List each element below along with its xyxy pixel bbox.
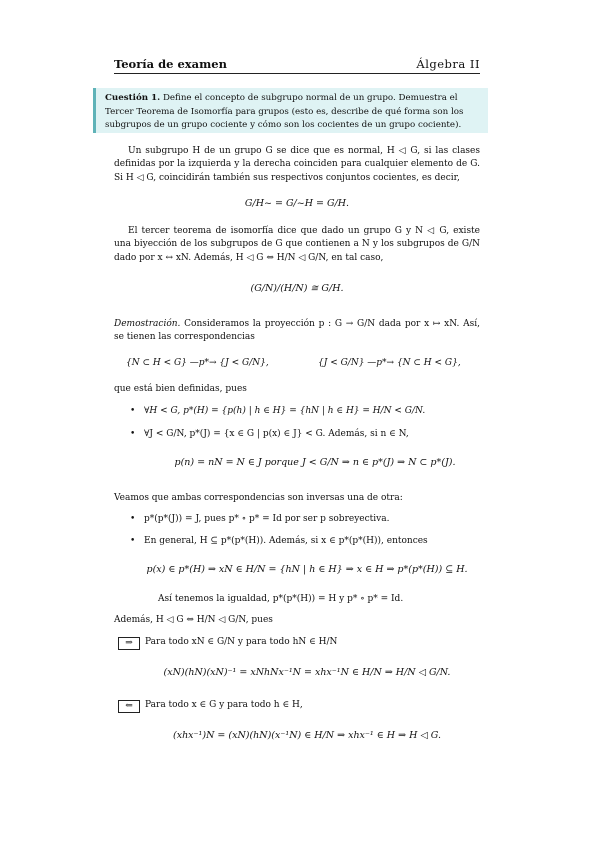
header-title: Teoría de examen (114, 57, 227, 71)
paragraph-well-defined: que está bien definidas, pues (114, 384, 247, 394)
proof-label: Demostración. (114, 319, 181, 329)
bullet-dot: • (130, 429, 136, 439)
header-subject: Álgebra II (416, 57, 480, 71)
question-label: Cuestión 1. (105, 93, 161, 103)
bullet-dot: • (130, 536, 136, 546)
bullet-backward-text: ∀J < G/N, p*(J) = {x ∈ G | p(x) ∈ J} < G. Además, si n ∈ N, (144, 429, 409, 439)
equation-conjugate-quotient: (xN)(hN)(xN)⁻¹ = xNhNx⁻¹N = xhx⁻¹N ∈ H/N ⇒ H/N ◁ G/N. (163, 667, 451, 678)
equation-n-in-preimage: p(n) = nN = N ∈ J porque J < G/N ⇒ n ∈ p*(J) ⇒ N ⊂ p*(J). (174, 457, 456, 468)
bullet-inverse-1 (130, 513, 484, 527)
bullet-forward (130, 405, 484, 419)
paragraph-theorem: El tercer teorema de isomorfía dice que dado un grupo G y N ◁ G, existe una biyección de los subgrupos de G que contienen a N y los subgrupos de G/N dado por x ↔ xN. Además, H ◁ G ⇔ H/N ◁ G/N, en tal caso, (114, 226, 480, 263)
paragraph-direction-2: Para todo x ∈ G y para todo h ∈ H, (145, 700, 303, 710)
equation-conjugate-element: (xhx⁻¹)N = (xN)(hN)(x⁻¹N) ∈ H/N ⇒ xhx⁻¹ ∈ H ⇒ H ◁ G. (173, 730, 441, 741)
paragraph-inverses: Veamos que ambas correspondencias son inversas una de otra: (114, 493, 403, 503)
paragraph-normal-equivalence: Además, H ◁ G ⇔ H/N ◁ G/N, pues (114, 615, 273, 625)
paragraph-equality: Así tenemos la igualdad, p*(p*(H)) = H y p* ∘ p* = Id. (158, 594, 404, 604)
bullet-inverse-2 (130, 535, 484, 549)
paragraph-direction-1: Para todo xN ∈ G/N y para todo hN ∈ H/N (145, 637, 338, 647)
equation-quotients: G/H~ = G/~H = G/H. (244, 198, 350, 209)
correspondence-forward: {N ⊂ H < G} —p*→ {J < G/N}, (126, 358, 269, 368)
bullet-dot: • (130, 406, 136, 416)
question-text: Define el concepto de subgrupo normal de un grupo. Demuestra el Tercer Teorema de Isomorfía para grupos (esto es, describe de qué forma son los subgrupos de un grupo cociente y cómo son los cocientes de un grupo cociente). (105, 93, 464, 130)
bullet-backward (130, 428, 484, 442)
paragraph-definition: Un subgrupo H de un grupo G se dice que es normal, H ◁ G, si las clases definidas por la izquierda y la derecha coinciden para cualquier elemento de G. Si H ◁ G, coincidirán también sus respectivos conjuntos cocientes, es decir, (114, 146, 480, 183)
paragraph-proof (114, 318, 480, 345)
bullet-inverse-1-text: p*(p*(J)) = J, pues p* ∘ p* = Id por ser p sobreyectiva. (144, 514, 390, 524)
bullet-forward-text: ∀H < G, p*(H) = {p(h) | h ∈ H} = {hN | h ∈ H} = H/N < G/N. (144, 406, 426, 416)
bullet-dot: • (130, 514, 136, 524)
question-box (93, 88, 488, 133)
bullet-inverse-2-text: En general, H ⊆ p*(p*(H)). Además, si x ∈ p*(p*(H)), entonces (144, 536, 428, 546)
left-arrow-icon: ⇐ (118, 700, 140, 713)
proof-intro: Consideramos la proyección p : G → G/N dada por x ↦ xN. Así, se tienen las correspondencias (114, 319, 480, 343)
correspondence-backward: {J < G/N} —p*→ {N ⊂ H < G}, (318, 358, 461, 368)
header-rule (114, 73, 480, 74)
equation-isomorphism: (G/N)/(H/N) ≅ G/H. (250, 283, 344, 294)
equation-preimage-subset: p(x) ∈ p*(H) ⇒ xN ∈ H/N = {hN | h ∈ H} ⇒ x ∈ H ⇒ p*(p*(H)) ⊆ H. (146, 564, 468, 575)
right-arrow-icon: ⇒ (118, 637, 140, 650)
